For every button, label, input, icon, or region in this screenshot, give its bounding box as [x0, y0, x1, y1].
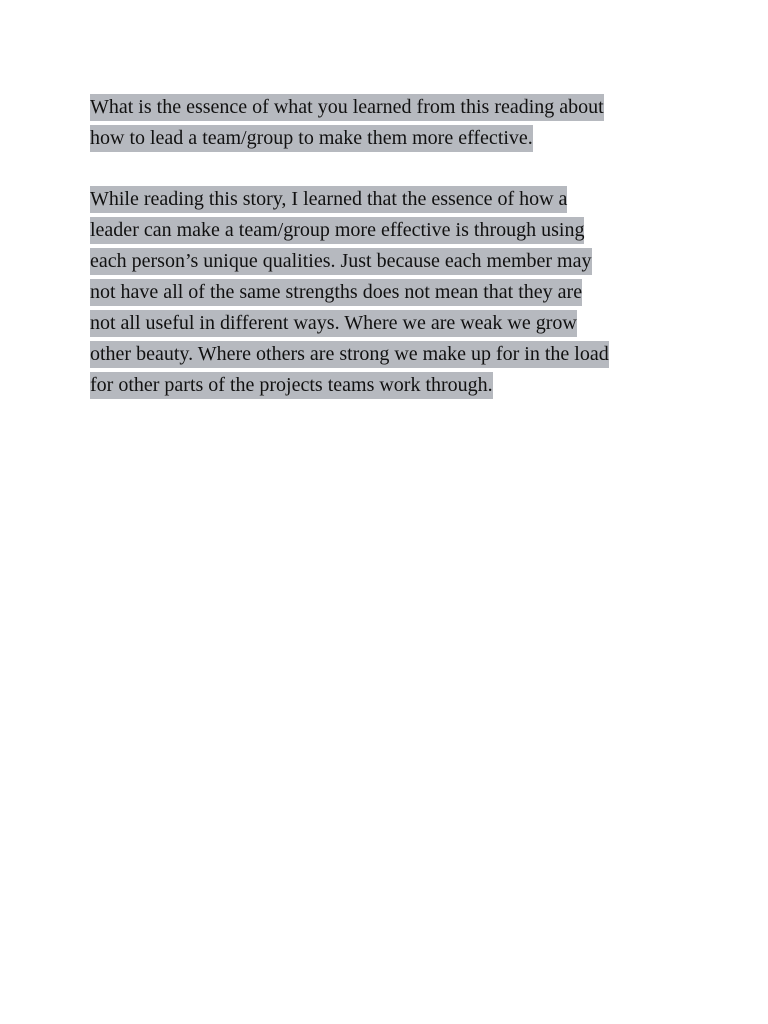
selected-text[interactable]: What is the essence of what you learned from this reading about [90, 94, 604, 121]
selected-text[interactable]: each person’s unique qualities. Just because each member may [90, 248, 592, 275]
selected-text[interactable]: how to lead a team/group to make them more effective. [90, 125, 533, 152]
selected-text[interactable]: leader can make a team/group more effective is through using [90, 217, 584, 244]
answer-line [90, 370, 690, 401]
selected-text[interactable]: not have all of the same strengths does not mean that they are [90, 279, 582, 306]
answer-line [90, 339, 690, 370]
question-paragraph [90, 92, 690, 154]
selected-text[interactable]: for other parts of the projects teams work through. [90, 372, 493, 399]
question-line [90, 123, 690, 154]
answer-paragraph [90, 184, 690, 401]
answer-line [90, 308, 690, 339]
answer-line [90, 277, 690, 308]
selected-text[interactable]: not all useful in different ways. Where we are weak we grow [90, 310, 577, 337]
selected-text[interactable]: other beauty. Where others are strong we make up for in the load [90, 341, 609, 368]
document-body [90, 92, 690, 401]
answer-line [90, 215, 690, 246]
selected-text[interactable]: While reading this story, I learned that the essence of how a [90, 186, 567, 213]
question-line [90, 92, 690, 123]
answer-line [90, 184, 690, 215]
answer-line [90, 246, 690, 277]
paragraph-gap [90, 154, 690, 184]
